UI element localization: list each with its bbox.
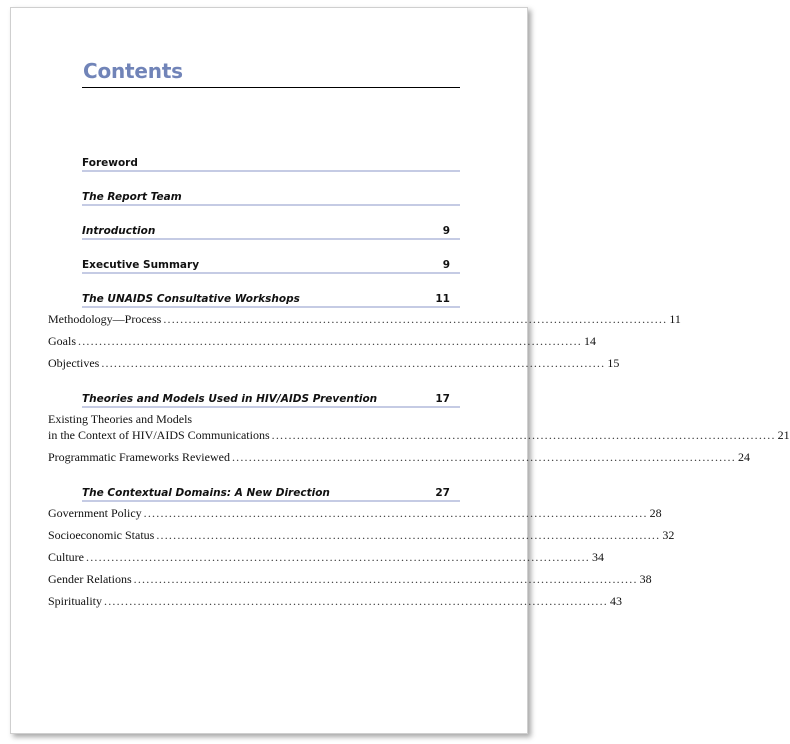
- section-title: The Contextual Domains: A New Direction: [82, 487, 330, 499]
- section-rule: [82, 272, 460, 274]
- entry-page: 34: [592, 550, 604, 564]
- title-rule: [82, 87, 460, 88]
- dot-leader: ........................................................................................................................: [231, 450, 736, 464]
- section-title: Executive Summary: [82, 259, 200, 271]
- section-page: 17: [435, 393, 450, 405]
- dot-leader: ........................................................................................................................: [86, 550, 590, 564]
- toc-section-introduction[interactable]: [82, 220, 460, 240]
- document-page: [10, 7, 790, 734]
- section-rule: [82, 204, 460, 206]
- section-page: 9: [442, 259, 450, 271]
- toc-entry-socioeconomic-status[interactable]: [48, 527, 675, 543]
- section-page: 9: [442, 225, 450, 237]
- entry-title: Programmatic Frameworks Reviewed: [48, 450, 230, 464]
- toc-section-contextual-domains[interactable]: [82, 482, 460, 502]
- toc-section-executive-summary[interactable]: [82, 254, 460, 274]
- section-rule: [82, 238, 460, 240]
- toc-entry-government-policy[interactable]: [48, 505, 662, 521]
- entry-page: 28: [649, 506, 662, 520]
- section-rule: [82, 500, 460, 502]
- dot-leader: ........................................................................................................................: [101, 356, 606, 370]
- dot-leader: ........................................................................................................................: [104, 594, 608, 608]
- dot-leader: ........................................................................................................................: [163, 312, 668, 326]
- section-rule: [82, 406, 460, 408]
- section-page: 27: [435, 487, 450, 499]
- toc-entry-methodology[interactable]: [48, 311, 681, 327]
- toc-entry-existing-theories[interactable]: [48, 411, 790, 443]
- section-title: The UNAIDS Consultative Workshops: [82, 293, 300, 305]
- entry-title: Government Policy: [48, 506, 142, 520]
- entry-page: 24: [737, 450, 750, 464]
- toc-entry-culture[interactable]: [48, 549, 604, 565]
- entry-page: 11: [669, 312, 681, 326]
- entry-title: Socioeconomic Status: [48, 528, 155, 542]
- section-rule: [82, 306, 460, 308]
- toc-section-consultative-workshops[interactable]: [82, 288, 460, 308]
- entry-page: 21: [777, 428, 790, 442]
- toc-entry-goals[interactable]: [48, 333, 596, 349]
- entry-title-line1: Existing Theories and Models: [48, 412, 193, 426]
- dot-leader: ........................................................................................................................: [156, 528, 661, 542]
- entry-title: Methodology—Process: [48, 312, 162, 326]
- dot-leader: ........................................................................................................................: [78, 334, 582, 348]
- toc-section-foreword[interactable]: [82, 152, 460, 172]
- toc-section-theories-models[interactable]: [82, 388, 460, 408]
- dot-leader: ........................................................................................................................: [133, 572, 638, 586]
- entry-page: 38: [639, 572, 652, 586]
- entry-page: 15: [607, 356, 620, 370]
- entry-title: Culture: [48, 550, 84, 564]
- section-page: 11: [435, 293, 450, 305]
- entry-page: 14: [584, 334, 596, 348]
- entry-title: Objectives: [48, 356, 100, 370]
- dot-leader: ........................................................................................................................: [143, 506, 648, 520]
- toc-section-report-team[interactable]: [82, 186, 460, 206]
- section-title: The Report Team: [82, 191, 182, 203]
- toc-entry-gender-relations[interactable]: [48, 571, 652, 587]
- entry-title: Spirituality: [48, 594, 102, 608]
- toc-entry-programmatic-frameworks[interactable]: [48, 449, 750, 465]
- entry-title: Gender Relations: [48, 572, 132, 586]
- entry-page: 32: [662, 528, 675, 542]
- entry-title: Goals: [48, 334, 76, 348]
- page-title: Contents: [83, 59, 183, 83]
- entry-page: 43: [610, 594, 622, 608]
- section-title: Introduction: [82, 225, 156, 237]
- dot-leader: ........................................................................................................................: [271, 428, 776, 442]
- section-title: Theories and Models Used in HIV/AIDS Prevention: [82, 393, 378, 405]
- section-title: Foreword: [82, 157, 138, 169]
- section-rule: [82, 170, 460, 172]
- toc-entry-spirituality[interactable]: [48, 593, 622, 609]
- entry-title: in the Context of HIV/AIDS Communications: [48, 428, 270, 442]
- toc-entry-objectives[interactable]: [48, 355, 620, 371]
